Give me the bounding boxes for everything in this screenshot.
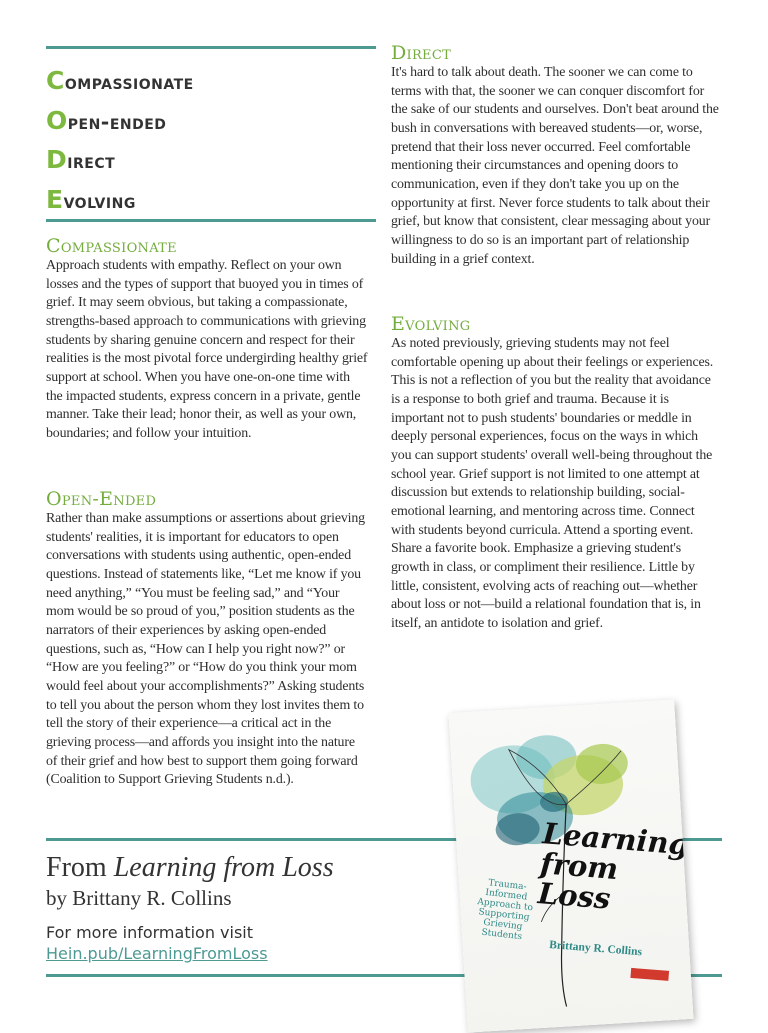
open-ended-body: Rather than make assumptions or assertions about grieving students' realities, it is important for educators to open conversations with students using authentic, open-ended questions. Instead of statements like, “Let me know if you need anything,” “You must be feeling sad,” and “Your mom would be so proud of you,” position students as the narrators of their experiences by asking open-ended questions, such as, “How can I help you right now?” or “How are you feeling?” or “How do you think your mom would feel about your accomplishments?” Asking students to tell you about the person whom they lost invites them to tell the story of their experience—a critical act in the grieving process—and affords you insight into the nature of their grief and how best to support them going forward (Coalition to Support Grieving Students n.d.). (46, 511, 365, 788)
book-cover-title: Learning from Loss (536, 816, 691, 916)
acronym-line-compassionate: Compassionate (46, 66, 194, 95)
compassionate-heading: Compassionate (46, 235, 177, 257)
evolving-body: As noted previously, grieving students may not feel comfortable opening up about their feelings or experiences. This is not a reflection of you but the reality that avoidance is a response to both grief and trauma. Because it is important not to push students' boundaries or meddle in deeply personal experiences, focus on the ways in which you can support students' overall well-being throughout the school year. Grief support is not limited to one attempt at discussion but extends to relationship building, social-emotional learning, and mentoring across time. Connect with students beyond curricula. Attend a sporting event. Share a favorite book. Emphasize a grieving student's growth in class, or compliment their resilience. Little by little, consistent, evolving acts of reaching out—whether about loss or not—build a relational foundation that is, in itself, an antidote to isolation and grief. (391, 336, 714, 631)
book-cover-author: Brittany R. Collins (548, 939, 643, 959)
top-rule (46, 46, 376, 49)
book-link[interactable]: Hein.pub/LearningFromLoss (46, 944, 268, 963)
more-info-text: For more information visit (46, 923, 254, 942)
section-compassionate (46, 236, 368, 444)
from-book-line: From Learning from Loss (46, 852, 334, 883)
direct-body: It's hard to talk about death. The sooner we can come to terms with that, the sooner we can conquer discomfort for the sake of our students and ourselves. Don't beat around the bush in conversations with bereaved students—or, worse, pretend that their loss never occurred. Feel comfortable mentioning their circumstances and opening doors to communication, even if they don't take you up on the opportunity at first. Never force students to talk about their grief, but know that consistent, clear messaging about your willingness to do so is an important part of relationship building in a grief context. (391, 65, 719, 267)
more-info (46, 922, 268, 964)
direct-heading: Direct (391, 42, 452, 64)
author-byline: by Brittany R. Collins (46, 886, 232, 910)
acronym-line-direct: Direct (46, 145, 116, 174)
section-direct (391, 43, 721, 269)
book-cover-image (448, 699, 693, 1032)
acronym-line-open-ended: Open-ended (46, 105, 167, 135)
open-ended-heading: Open-Ended (46, 488, 157, 510)
compassionate-body: Approach students with empathy. Reflect on your own losses and the types of support that buoyed you in times of grief. It may seem obvious, but taking a compassionate, strengths-based approach to communications with grieving students by sharing genuine concern and respect for their realities is the most pivotal force undergirding healthy grief support at school. When you have one-on-one time with the impacted students, express concern in a private, gentle manner. Take their lead; honor their, as well as your own, boundaries; and follow your intuition. (46, 258, 368, 441)
acronym-line-evolving: Evolving (46, 184, 136, 214)
evolving-heading: Evolving (391, 313, 471, 335)
section-evolving (391, 314, 721, 634)
book-cover-subtitle: Trauma-Informed Approach to Supporting Grieving Students (476, 878, 534, 943)
section-open-ended (46, 489, 368, 790)
acronym-title (46, 62, 376, 220)
book-title-italic: Learning from Loss (113, 852, 334, 883)
